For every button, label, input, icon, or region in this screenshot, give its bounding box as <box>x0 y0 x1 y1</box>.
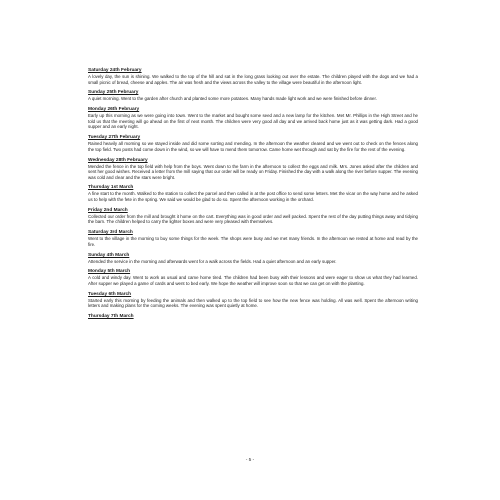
entry-date: Sunday 4th March <box>88 252 130 258</box>
entry-date: Wednesday 28th February <box>88 157 148 163</box>
entry-text: A fine start to the month. Walked to the station to collect the parcel and then called in at the post office to send some letters. Met the vicar on the way home and he asked us to help with the fete in the spring. We said we would be glad to do so. Spent the afternoon working in the orchard. <box>88 191 418 203</box>
entry-text: Attended the service in the morning and afterwards went for a walk across the fields. Had a quiet afternoon and an early supper. <box>88 258 337 264</box>
diary-entry <box>88 253 418 265</box>
entry-text: A lovely day, the sun is shining. We walked to the top of the hill and sat in the long grass looking out over the estate. The children played with the dogs and we had a small picnic of bread, cheese and apples. The air was fresh and the views across the valley to the village were beautiful in the afternoon light. <box>88 74 418 85</box>
entry-date: Monday 26th February <box>88 107 140 113</box>
entry-text: A cold and windy day. Went to work as usual and came home tired. The children had been busy with their lessons and were eager to show us what they had learned. After supper we played a game of cards and went to bed early. We hope the weather will improve soon so that we can get on with the planting. <box>88 275 418 286</box>
diary-entries <box>88 68 418 325</box>
entry-date: Thursday 1st March <box>88 185 134 191</box>
diary-entry <box>88 107 418 130</box>
diary-entry <box>88 135 418 152</box>
entry-date: Friday 2nd March <box>88 207 128 213</box>
diary-entry <box>88 230 418 247</box>
diary-entry <box>88 208 418 225</box>
diary-entry <box>88 185 418 202</box>
entry-text: Started early this morning by feeding the animals and then walked up to the top field to see how the new fence was holding. All was well. Spent the afternoon writing letters and making plans for the coming weeks. The evening was spent quietly at home. <box>88 297 418 309</box>
entry-date: Saturday 3rd March <box>88 230 133 236</box>
page-number: - 5 - <box>245 458 255 463</box>
diary-entry <box>88 314 418 320</box>
entry-text: Collected our order from the mill and brought it home on the cart. Everything was in good order and well packed. Spent the rest of the day putting things away and tidying the barn. The children helped to carry the lighter boxes and were very pleased with themselves. <box>88 213 418 225</box>
diary-entry <box>88 158 418 181</box>
entry-text: Mended the fence in the top field with help from the boys. Went down to the farm in the afternoon to collect the eggs and milk. Mrs. Jones asked after the children and sent her good wishes. Received a letter from the mill saying that our order will be ready on Friday. Finished the day with a walk along the river before supper. The evening was cold and clear and the stars were bright. <box>88 163 418 180</box>
diary-entry <box>88 269 418 286</box>
entry-text: Went to the village in the morning to buy some things for the week. The shops were busy and we met many friends. In the afternoon we rested at home and read by the fire. <box>88 236 418 247</box>
entry-date: Sunday 25th February <box>88 90 139 96</box>
entry-date: Monday 5th March <box>88 269 131 275</box>
diary-entry <box>88 68 418 85</box>
entry-text: Rained heavily all morning so we stayed inside and did some sorting and mending. In the afternoon the weather cleared and we went out to check on the fences along the top field. Two posts had come down in the wind, so we will have to mend them tomorrow. Came home wet through and sat by the fire for the rest of the evening. <box>88 141 418 152</box>
entry-date: Tuesday 6th March <box>88 291 132 297</box>
entry-text: Early up this morning as we were going into town. Went to the market and bought some seed and a new lamp for the kitchen. Met Mr. Phillips in the High Street and he told us that the meeting will go ahead on the first of next month. The children were very good all day and we arrived back home just as it was getting dark. Had a good supper and an early night. <box>88 113 418 130</box>
entry-date: Tuesday 27th February <box>88 135 141 141</box>
entry-date: Thursday 7th March <box>88 314 134 320</box>
entry-date: Saturday 24th February <box>88 68 142 73</box>
diary-entry <box>88 292 418 309</box>
entry-text: A quiet morning. Went to the garden after church and planted some more potatoes. Many hands made light work and we were finished before dinner. <box>88 96 377 102</box>
diary-entry <box>88 90 418 102</box>
